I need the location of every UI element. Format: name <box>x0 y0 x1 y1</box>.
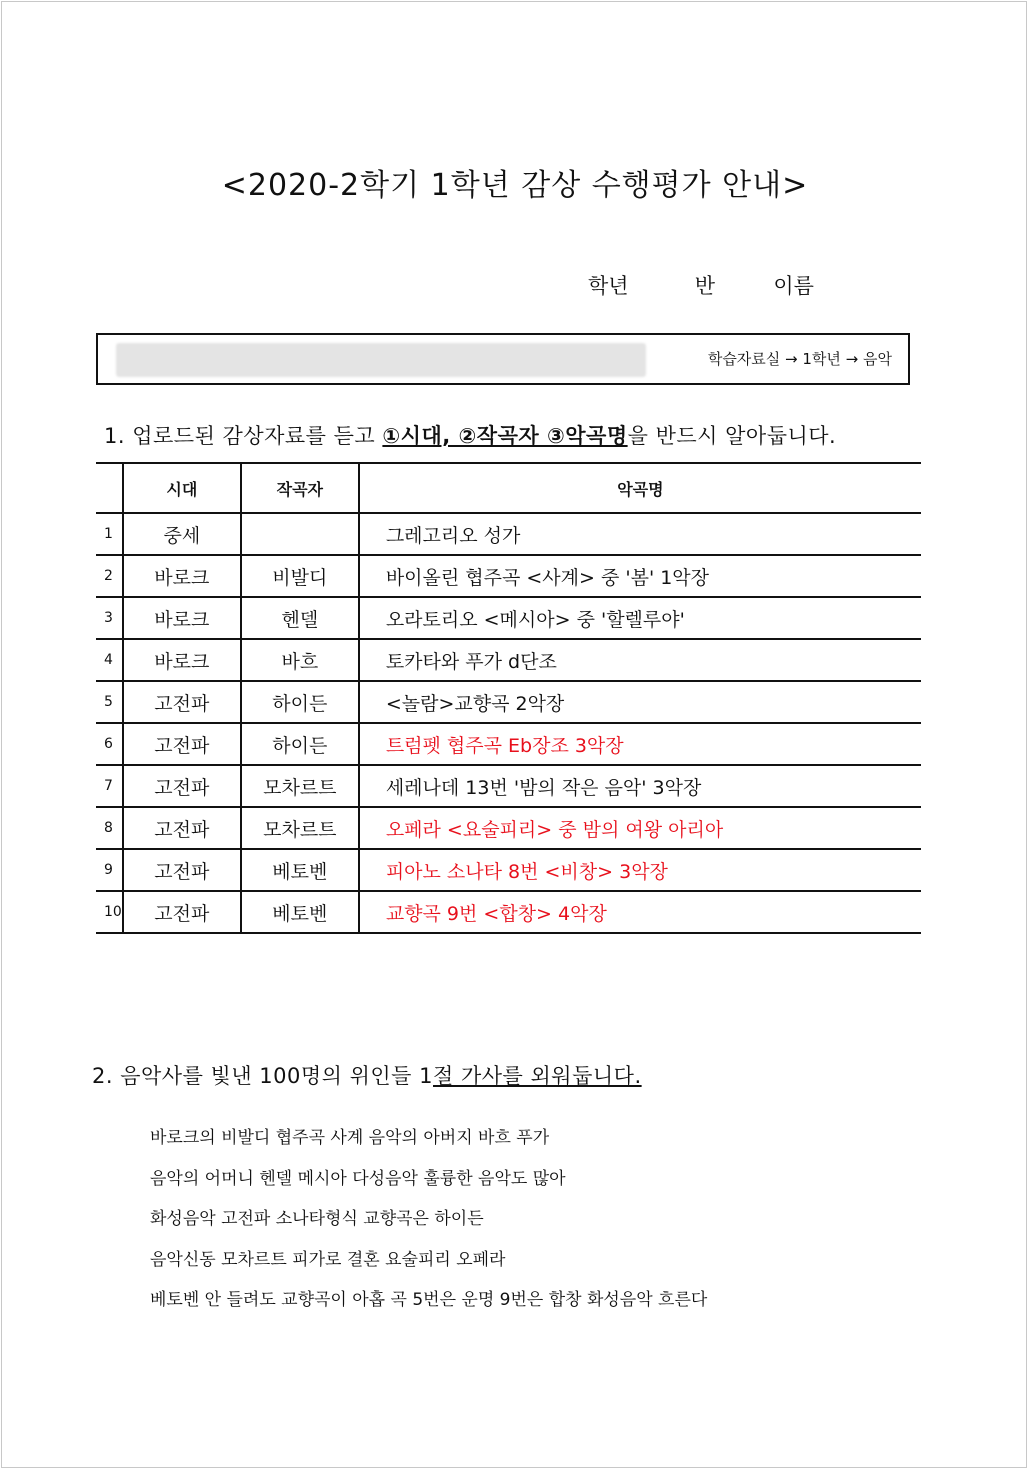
table-row <box>96 807 921 849</box>
header-composer: 작곡자 <box>241 463 359 513</box>
header-era: 시대 <box>123 463 241 513</box>
table-header-row <box>96 463 921 513</box>
row-composer: 베토벤 <box>241 849 359 891</box>
resource-path: 학습자료실 → 1학년 → 음악 <box>707 350 892 368</box>
row-title: 바이올린 협주곡 <사계> 중 '봄' 1악장 <box>359 555 921 597</box>
table-row <box>96 891 921 933</box>
row-number: 9 <box>96 849 123 891</box>
lyric-line: 화성음악 고전파 소나타형식 교향곡은 하이든 <box>150 1209 484 1229</box>
lyrics-block <box>150 1124 707 1327</box>
row-composer: 베토벤 <box>241 891 359 933</box>
student-info-line <box>588 270 814 300</box>
section2-underlined: 절 가사를 외워둡니다. <box>433 1064 642 1088</box>
section1-text: 1. 업로드된 감상자료를 듣고 <box>104 424 383 448</box>
row-title: 오라토리오 <메시아> 중 '할렐루야' <box>359 597 921 639</box>
section1-emphasis: ①시대, ②작곡자 ③악곡명 <box>382 424 628 448</box>
row-title: 트럼펫 협주곡 Eb장조 3악장 <box>359 723 921 765</box>
row-number: 2 <box>96 555 123 597</box>
table-row <box>96 681 921 723</box>
section2-instruction <box>92 1060 642 1090</box>
row-composer: 헨델 <box>241 597 359 639</box>
row-title: 오페라 <요술피리> 중 밤의 여왕 아리아 <box>359 807 921 849</box>
row-era: 바로크 <box>123 639 241 681</box>
row-number: 10 <box>96 891 123 933</box>
table-row <box>96 765 921 807</box>
row-number: 3 <box>96 597 123 639</box>
row-title: 그레고리오 성가 <box>359 513 921 555</box>
page-title: <2020-2학기 1학년 감상 수행평가 안내> <box>221 168 809 203</box>
row-era: 고전파 <box>123 807 241 849</box>
row-era: 바로크 <box>123 555 241 597</box>
row-number: 8 <box>96 807 123 849</box>
row-composer: 바흐 <box>241 639 359 681</box>
row-title: <놀람>교향곡 2악장 <box>359 681 921 723</box>
row-composer: 모차르트 <box>241 765 359 807</box>
lyric-line: 음악신동 모차르트 피가로 결혼 요술피리 오페라 <box>150 1249 506 1270</box>
row-era: 고전파 <box>123 849 241 891</box>
lyric-line: 바로크의 비발디 협주곡 사계 음악의 아버지 바흐 푸가 <box>150 1128 550 1148</box>
table-row <box>96 513 921 555</box>
table-row <box>96 723 921 765</box>
row-era: 고전파 <box>123 765 241 807</box>
music-pieces-table <box>96 462 921 934</box>
row-era: 고전파 <box>123 891 241 933</box>
table-row <box>96 849 921 891</box>
section1-text-end: 을 반드시 알아둡니다. <box>627 424 837 448</box>
row-title: 토카타와 푸가 d단조 <box>359 639 921 681</box>
row-composer: 모차르트 <box>241 807 359 849</box>
lyric-line: 베토벤 안 들려도 교향곡이 아홉 곡 5번은 운명 9번은 합창 화성음악 흐른다 <box>150 1290 708 1310</box>
row-composer <box>241 513 359 555</box>
resource-location-box <box>96 333 910 385</box>
row-number: 5 <box>96 681 123 723</box>
lyric-line: 음악의 어머니 헨델 메시아 다성음악 훌륭한 음악도 많아 <box>150 1168 566 1189</box>
redacted-url <box>116 343 646 377</box>
row-composer: 비발디 <box>241 555 359 597</box>
header-no <box>96 463 123 513</box>
row-era: 고전파 <box>123 723 241 765</box>
table-row <box>96 555 921 597</box>
row-era: 고전파 <box>123 681 241 723</box>
row-number: 1 <box>96 513 123 555</box>
table-row <box>96 639 921 681</box>
section1-instruction <box>104 420 836 450</box>
row-number: 7 <box>96 765 123 807</box>
row-composer: 하이든 <box>241 681 359 723</box>
name-label: 이름 <box>773 274 814 298</box>
header-title: 악곡명 <box>359 463 921 513</box>
section2-text: 2. 음악사를 빛낸 100명의 위인들 1 <box>92 1064 434 1088</box>
class-label: 반 <box>694 274 715 298</box>
row-number: 6 <box>96 723 123 765</box>
row-composer: 하이든 <box>241 723 359 765</box>
row-era: 바로크 <box>123 597 241 639</box>
row-title: 세레나데 13번 '밤의 작은 음악' 3악장 <box>359 765 921 807</box>
row-title: 교향곡 9번 <합창> 4악장 <box>359 891 921 933</box>
table-row <box>96 597 921 639</box>
grade-label: 학년 <box>588 274 629 298</box>
row-number: 4 <box>96 639 123 681</box>
row-era: 중세 <box>123 513 241 555</box>
row-title: 피아노 소나타 8번 <비창> 3악장 <box>359 849 921 891</box>
